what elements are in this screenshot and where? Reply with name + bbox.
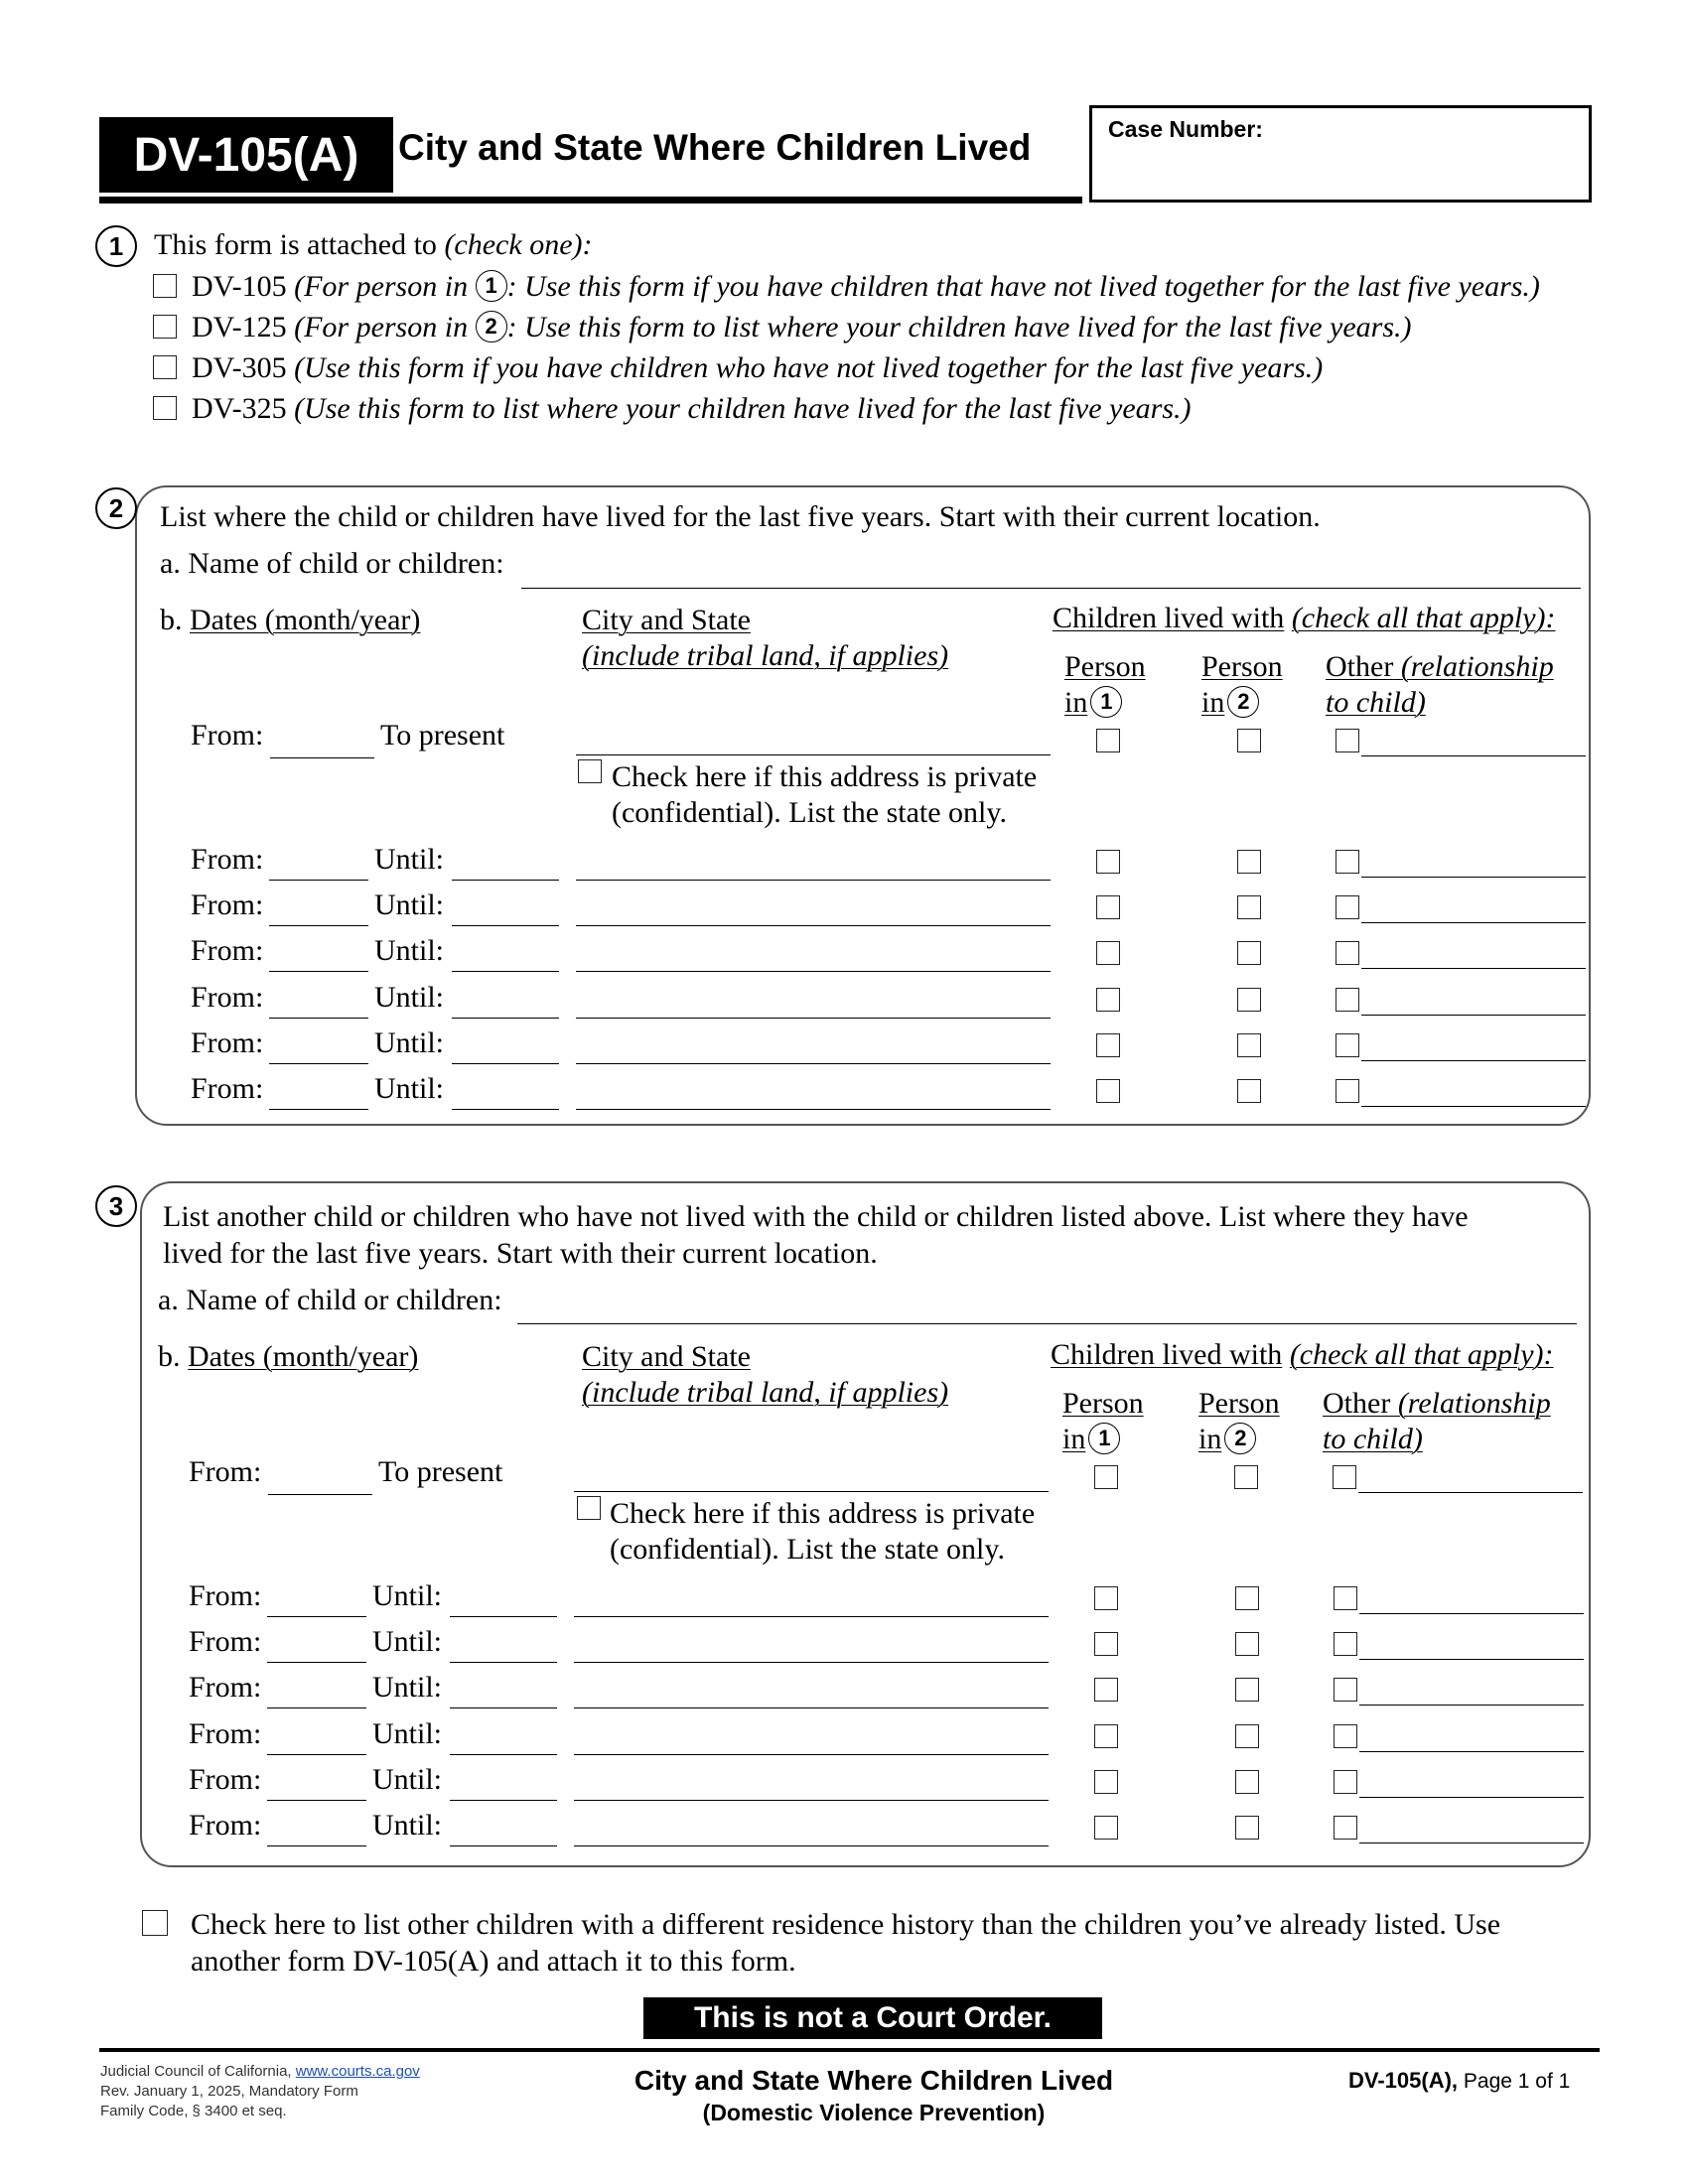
section-3-row-until-label: Until: [372, 1809, 443, 1842]
section-2-from-label: From: [191, 719, 264, 751]
section-3-row-until-input[interactable] [450, 1616, 557, 1617]
section-2-current-person2-checkbox[interactable] [1237, 729, 1261, 752]
case-number-label: Case Number: [1108, 116, 1263, 142]
section-3-lived-with-label: Children lived with (check all that apply): [1051, 1338, 1554, 1371]
section-3-current-from-input[interactable] [268, 1494, 372, 1495]
section-3-current-person1-checkbox[interactable] [1094, 1465, 1118, 1489]
section-2-row-city-input[interactable] [576, 1109, 1051, 1110]
other-children-text: Check here to list other children with a different residence history than the children you’ve already listed. Use another form DV-105(A) and attach it to this form. [191, 1908, 1501, 1978]
not-court-order-banner: This is not a Court Order. [643, 1997, 1102, 2039]
section-3-row-other-input[interactable] [1359, 1797, 1584, 1798]
section-3-current-person2-checkbox[interactable] [1234, 1465, 1258, 1489]
section-3-row-until-label: Until: [372, 1625, 443, 1659]
section-2-row-person1-checkbox[interactable] [1096, 895, 1120, 919]
section-2-row-other-input[interactable] [1361, 922, 1586, 923]
section-3-row-from-label: From: [189, 1809, 262, 1842]
section-2-row-from-input[interactable] [269, 1063, 368, 1064]
section-2-row-from-input[interactable] [269, 880, 368, 881]
person-1-circle: 1 [476, 270, 507, 302]
section-3-row-other-checkbox[interactable] [1334, 1770, 1357, 1794]
section-3-row-other-input[interactable] [1359, 1659, 1584, 1660]
section-3-row-until-label: Until: [372, 1579, 443, 1612]
section-3-row-city-input[interactable] [574, 1616, 1049, 1617]
section-2-intro: List where the child or children have lived for the last five years. Start with their current location. [160, 500, 1321, 533]
section-2-row-city-input[interactable] [576, 880, 1051, 881]
section-3-row-person1-checkbox[interactable] [1094, 1816, 1118, 1840]
dv125-checkbox[interactable] [153, 315, 177, 339]
section-2-row-until-label: Until: [374, 843, 445, 876]
section-3-row-from-label: From: [189, 1762, 262, 1796]
section-2-row-from-input[interactable] [269, 925, 368, 926]
section-3-row-until-input[interactable] [450, 1754, 557, 1755]
section-2-current-city-input[interactable] [576, 754, 1051, 755]
form-id-badge [99, 117, 393, 193]
section-2-row-other-checkbox[interactable] [1336, 1033, 1359, 1057]
section-3-row-until-label: Until: [372, 1762, 443, 1796]
section-3-private-checkbox[interactable] [577, 1496, 601, 1520]
section-2-other-header: Other (relationship to child) [1326, 650, 1554, 719]
section-2-dates-label: b. Dates (month/year) [160, 604, 421, 636]
section-3-row-city-input[interactable] [574, 1845, 1049, 1846]
section-2-row-other-checkbox[interactable] [1336, 988, 1359, 1012]
section-2-row-person2-checkbox[interactable] [1237, 1033, 1261, 1057]
section-2-row-from-label: From: [191, 888, 264, 922]
section-3-row-until-input[interactable] [450, 1800, 557, 1801]
section-3-row-other-checkbox[interactable] [1334, 1632, 1357, 1656]
section-2-row-from-label: From: [191, 1072, 264, 1105]
section-3-row-other-checkbox[interactable] [1334, 1816, 1357, 1840]
section-3-row-person2-checkbox[interactable] [1235, 1816, 1259, 1840]
section-2-row-person2-checkbox[interactable] [1237, 850, 1261, 874]
footer-website-link[interactable]: www.courts.ca.gov [295, 2063, 420, 2080]
section-2-row-person2-checkbox[interactable] [1237, 941, 1261, 965]
section-3-intro: List another child or children who have not lived with the child or children listed above. List where they have lived for the last five years. Start with their current location. [163, 1200, 1469, 1270]
option-dv325: DV-325 (Use this form to list where your children have lived for the last five years.) [192, 392, 1192, 425]
person-2-circle: 2 [476, 311, 507, 342]
footer-title: City and State Where Children Lived [633, 2065, 1114, 2096]
section-2-row-city-input[interactable] [576, 1063, 1051, 1064]
section-3-other-header: Other (relationship to child) [1323, 1387, 1551, 1455]
section-3-row-other-input[interactable] [1359, 1613, 1584, 1614]
section-3-row-city-input[interactable] [574, 1662, 1049, 1663]
section-2-row-person1-checkbox[interactable] [1096, 850, 1120, 874]
section-2-row-from-label: From: [191, 843, 264, 876]
section-2-current-from-input[interactable] [270, 757, 374, 758]
section-3-row-city-input[interactable] [574, 1800, 1049, 1801]
section-3-row-until-input[interactable] [450, 1845, 557, 1846]
dv325-checkbox[interactable] [153, 396, 177, 420]
section-3-row-person1-checkbox[interactable] [1094, 1632, 1118, 1656]
section-3-dates-label: b. Dates (month/year) [158, 1340, 419, 1373]
option-dv305: DV-305 (Use this form if you have children who have not lived together for the last five years.) [192, 351, 1324, 384]
footer-rule [99, 2048, 1600, 2052]
section-2-row-other-input[interactable] [1361, 1106, 1586, 1107]
section-3-row-other-checkbox[interactable] [1334, 1724, 1357, 1748]
section-2-row-other-input[interactable] [1361, 877, 1586, 878]
section-3-city-label: City and State [582, 1340, 751, 1373]
section-3-row-from-label: From: [189, 1579, 262, 1612]
section-3-city-hint: (include tribal land, if applies) [582, 1376, 949, 1409]
section-3-number: 3 [95, 1185, 137, 1227]
section-2-row-until-label: Until: [374, 934, 445, 968]
header-rule [99, 197, 1082, 204]
section-2-row-person1-checkbox[interactable] [1096, 1079, 1120, 1103]
footer-page-info [1348, 2068, 1570, 2094]
section-3-row-other-input[interactable] [1359, 1705, 1584, 1706]
section-3-row-other-checkbox[interactable] [1334, 1586, 1357, 1610]
section-3-row-from-label: From: [189, 1671, 262, 1705]
section-2-current-other-input[interactable] [1361, 755, 1586, 756]
option-dv125: DV-125 (For person in 2 : Use this form to list where your children have lived for the last five years.) [192, 311, 1412, 343]
section-2-row-until-input[interactable] [452, 1018, 559, 1019]
section-2-row-from-label: From: [191, 1025, 264, 1059]
section-3-current-city-input[interactable] [574, 1491, 1049, 1492]
section-3-row-person2-checkbox[interactable] [1235, 1678, 1259, 1702]
section-2-row-other-input[interactable] [1361, 1015, 1586, 1016]
section-2-row-person1-checkbox[interactable] [1096, 1033, 1120, 1057]
section-3-row-person2-checkbox[interactable] [1235, 1632, 1259, 1656]
section-2-row-other-checkbox[interactable] [1336, 941, 1359, 965]
section-2-row-city-input[interactable] [576, 925, 1051, 926]
section-3-row-until-label: Until: [372, 1671, 443, 1705]
section-3-row-person2-checkbox[interactable] [1235, 1770, 1259, 1794]
section-2-row-city-input[interactable] [576, 1018, 1051, 1019]
section-2-city-hint: (include tribal land, if applies) [582, 639, 949, 672]
section-2-row-until-label: Until: [374, 980, 445, 1014]
section-2-name-input[interactable] [521, 588, 1581, 589]
section-2-row-person2-checkbox[interactable] [1237, 988, 1261, 1012]
section-2-row-until-input[interactable] [452, 971, 559, 972]
other-children-checkbox[interactable] [142, 1910, 168, 1936]
footer-code: Family Code, § 3400 et seq. [100, 2103, 287, 2119]
section-2-current-person1-checkbox[interactable] [1096, 729, 1120, 752]
dv305-checkbox[interactable] [153, 355, 177, 379]
section-2-row-other-checkbox[interactable] [1336, 850, 1359, 874]
section-2-row-other-input[interactable] [1361, 1060, 1586, 1061]
section-2-name-label: a. Name of child or children: [160, 547, 504, 580]
section-3-current-other-input[interactable] [1358, 1492, 1583, 1493]
footer-revision: Rev. January 1, 2025, Mandatory Form [100, 2083, 358, 2100]
section-2-current-other-checkbox[interactable] [1336, 729, 1359, 752]
section-3-row-until-input[interactable] [450, 1707, 557, 1708]
section-3-row-city-input[interactable] [574, 1707, 1049, 1708]
section-2-row-until-input[interactable] [452, 880, 559, 881]
section-2-row-person1-checkbox[interactable] [1096, 988, 1120, 1012]
section-2-row-person2-checkbox[interactable] [1237, 895, 1261, 919]
section-3-row-other-input[interactable] [1359, 1751, 1584, 1752]
case-number-box[interactable] [1089, 105, 1592, 203]
section-2-row-until-label: Until: [374, 888, 445, 922]
section-2-row-city-input[interactable] [576, 971, 1051, 972]
section-2-row-other-input[interactable] [1361, 968, 1586, 969]
section-2-to-present-label: To present [380, 719, 505, 751]
section-3-row-from-input[interactable] [267, 1662, 366, 1663]
section-2-row-until-label: Until: [374, 1072, 445, 1105]
section-2-city-label: City and State [582, 604, 751, 636]
section-2-row-person1-checkbox[interactable] [1096, 941, 1120, 965]
section-3-row-from-label: From: [189, 1716, 262, 1750]
section-3-row-person1-checkbox[interactable] [1094, 1678, 1118, 1702]
section-3-row-from-input[interactable] [267, 1845, 366, 1846]
section-2-lived-with-label: Children lived with (check all that apply): [1053, 602, 1556, 634]
section-2-person2-header: Person in 2 [1201, 650, 1283, 719]
section-2-row-until-input[interactable] [452, 1109, 559, 1110]
footer-left [100, 2062, 420, 2121]
section-2-person1-header: Person in 1 [1064, 650, 1146, 719]
section-3-row-from-input[interactable] [267, 1800, 366, 1801]
section-3-row-until-input[interactable] [450, 1662, 557, 1663]
section-2-row-from-input[interactable] [269, 1018, 368, 1019]
section-3-row-from-input[interactable] [267, 1616, 366, 1617]
section-3-current-other-checkbox[interactable] [1333, 1465, 1356, 1489]
option-dv105: DV-105 (For person in 1 : Use this form if you have children that have not lived together for the last five years.) [192, 270, 1540, 303]
section-2-row-from-label: From: [191, 934, 264, 968]
section-2-row-from-input[interactable] [269, 971, 368, 972]
section-3-private-label: Check here if this address is private (confidential). List the state only. [610, 1497, 1036, 1566]
section-3-row-person2-checkbox[interactable] [1235, 1586, 1259, 1610]
section-3-to-present-label: To present [378, 1455, 503, 1488]
section-2-number: 2 [95, 487, 137, 529]
section-2-row-other-checkbox[interactable] [1336, 1079, 1359, 1103]
section-3-row-person1-checkbox[interactable] [1094, 1586, 1118, 1610]
section-3-name-input[interactable] [517, 1323, 1577, 1324]
section-2-row-person2-checkbox[interactable] [1237, 1079, 1261, 1103]
section-2-row-until-input[interactable] [452, 925, 559, 926]
section-1-intro: This form is attached to (check one): [154, 228, 593, 261]
section-3-row-until-label: Until: [372, 1716, 443, 1750]
section-3-from-label: From: [189, 1455, 262, 1488]
footer-page: Page 1 of 1 [1463, 2070, 1571, 2093]
section-3-row-from-input[interactable] [267, 1707, 366, 1708]
section-3-person1-header: Person in 1 [1062, 1387, 1144, 1455]
section-3-row-from-input[interactable] [267, 1754, 366, 1755]
footer-subtitle: (Domestic Violence Prevention) [702, 2100, 1046, 2125]
section-3-name-label: a. Name of child or children: [158, 1284, 502, 1316]
section-2-row-until-label: Until: [374, 1025, 445, 1059]
section-3-person2-header: Person in 2 [1198, 1387, 1280, 1455]
section-3-row-city-input[interactable] [574, 1754, 1049, 1755]
section-2-private-checkbox[interactable] [578, 759, 602, 783]
section-2-row-from-input[interactable] [269, 1109, 368, 1110]
section-3-row-from-label: From: [189, 1625, 262, 1659]
section-3-row-person2-checkbox[interactable] [1235, 1724, 1259, 1748]
dv105-checkbox[interactable] [153, 274, 177, 298]
form-id: DV-105(A) [133, 128, 359, 182]
section-2-row-until-input[interactable] [452, 1063, 559, 1064]
section-1-number: 1 [95, 225, 137, 267]
footer-council: Judicial Council of California, [100, 2063, 292, 2080]
section-3-row-other-checkbox[interactable] [1334, 1678, 1357, 1702]
section-3-row-person1-checkbox[interactable] [1094, 1724, 1118, 1748]
section-2-row-from-label: From: [191, 980, 264, 1014]
section-2-private-label: Check here if this address is private (confidential). List the state only. [612, 760, 1038, 829]
section-3-row-person1-checkbox[interactable] [1094, 1770, 1118, 1794]
form-title: City and State Where Children Lived [398, 127, 1032, 168]
footer-form-id: DV-105(A), [1348, 2068, 1459, 2093]
section-2-row-other-checkbox[interactable] [1336, 895, 1359, 919]
